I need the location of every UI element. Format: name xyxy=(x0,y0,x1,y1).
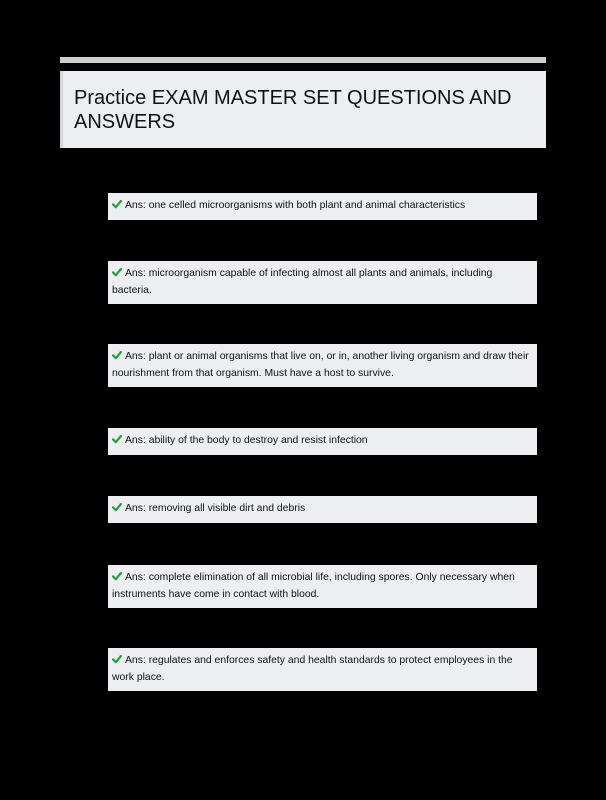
check-icon xyxy=(112,350,122,360)
check-icon xyxy=(112,571,122,581)
answer-prefix: Ans: xyxy=(125,268,146,279)
answer-box-4 xyxy=(108,428,537,455)
answer-box-7 xyxy=(108,648,537,691)
answer-prefix: Ans: xyxy=(125,503,146,514)
answer-box-3 xyxy=(108,344,537,387)
answer-text: one celled microorganisms with both plant and animal characteristics xyxy=(148,200,466,211)
answer-box-2 xyxy=(108,261,537,304)
answer-text: regulates and enforces safety and health standards to protect employees in the work place. xyxy=(112,655,513,683)
answer-prefix: Ans: xyxy=(125,200,146,211)
answer-box-6 xyxy=(108,565,537,608)
answer-box-5 xyxy=(108,496,537,523)
check-icon xyxy=(112,199,122,209)
top-rule xyxy=(60,57,546,63)
answer-box-1 xyxy=(108,193,537,220)
answer-text: removing all visible dirt and debris xyxy=(148,503,306,514)
title-box xyxy=(60,71,546,148)
check-icon xyxy=(112,267,122,277)
answer-prefix: Ans: xyxy=(125,572,146,583)
check-icon xyxy=(112,654,122,664)
answer-text: plant or animal organisms that live on, or in, another living organism and draw their nourishment from that organism. Must have a host to survive. xyxy=(112,351,529,379)
answer-text: ability of the body to destroy and resist infection xyxy=(148,435,368,446)
answer-prefix: Ans: xyxy=(125,435,146,446)
answer-text: complete elimination of all microbial life, including spores. Only necessary when instruments have come in contact with blood. xyxy=(112,572,515,600)
answer-prefix: Ans: xyxy=(125,655,146,666)
check-icon xyxy=(112,502,122,512)
check-icon xyxy=(112,434,122,444)
answer-text: microorganism capable of infecting almost all plants and animals, including bacteria. xyxy=(112,268,493,296)
answer-prefix: Ans: xyxy=(125,351,146,362)
page-title: Practice EXAM MASTER SET QUESTIONS AND ANSWERS xyxy=(74,87,512,133)
